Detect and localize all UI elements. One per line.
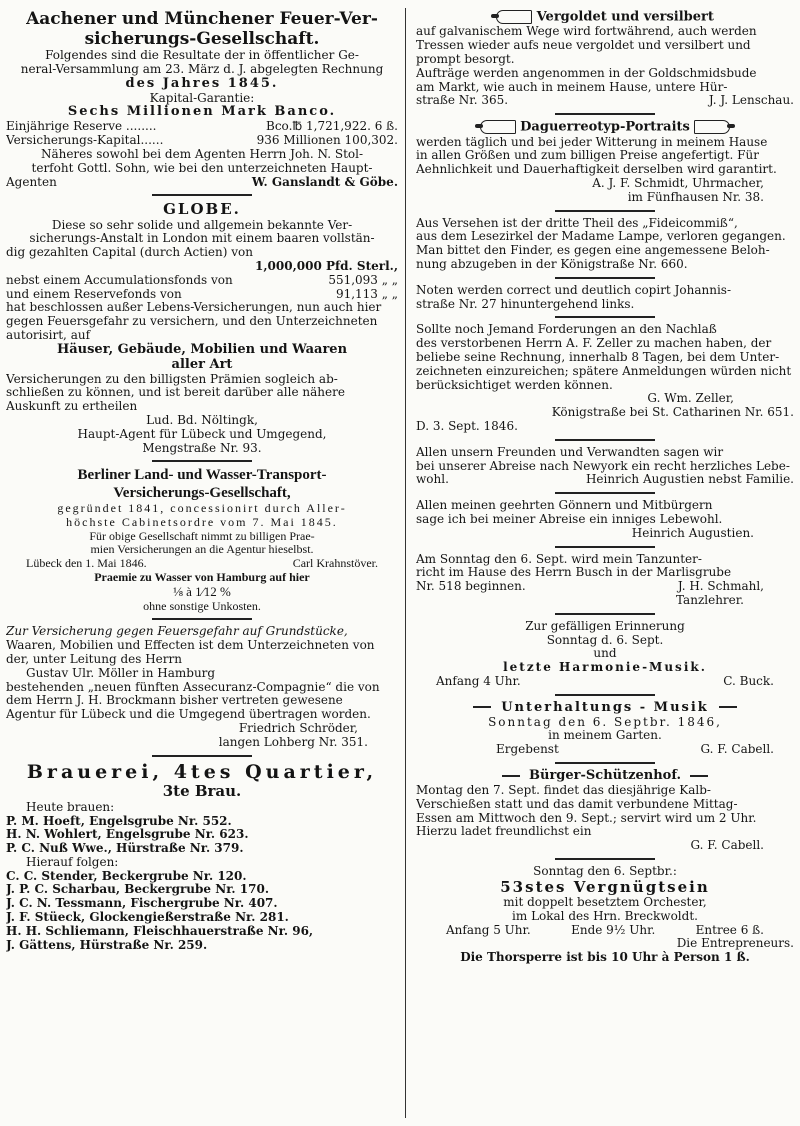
ad-daguerreotyp [416,120,794,204]
text-line: Zur gefälligen Erinnerung [525,618,685,633]
text-line: Allen unsern Freunden und Verwandten sagen wir [416,444,724,459]
signature: Lud. Bd. Nöltingk, [146,413,258,428]
signature: im Fünfhausen Nr. 38. [627,189,764,204]
dash-ornament [502,775,520,777]
value: 1,000,000 Pfd. Sterl., [255,258,398,273]
ad-title: Brauerei, 4tes Quartier, [26,760,378,783]
ad-title: 3te Brau. [162,782,242,801]
text-line: in meinem Garten. [548,728,662,743]
ad-aachener-muenchener [6,10,398,189]
text-line: zeichneten einzureichen; spätere Anmeldungen würden nicht [416,363,792,378]
highlight-line: Häuser, Gebäude, Mobilien und Waaren [56,341,348,357]
time: Anfang 4 Uhr. [436,673,521,688]
date-signature-row [6,557,398,571]
signature: J. H. Schmahl, [677,579,764,594]
text-line: gegen Feuersgefahr zu versichern, und den Unterzeichneten [6,314,378,329]
text-line: Nr. 518 beginnen. [416,579,526,594]
text-line: Sonntag den 6. Septbr.: [533,864,677,878]
list-item: H. N. Wohlert, Engelsgrube Nr. 623. [6,827,249,842]
separator-rule [152,460,252,462]
date: D. 3. Sept. 1846. [416,419,518,433]
ad-title-row [416,10,794,25]
signature-row [6,176,398,190]
text-line: terfoht Gottl. Sohn, wie bei den unterzeichneten Haupt- [31,160,373,175]
list-item: J. Gättens, Hürstraße Nr. 259. [6,937,208,952]
text-line: Noten werden correct und deutlich copirt Johannis- [416,282,731,297]
ad-feuerversicherung [6,625,398,749]
pointing-hand-icon [694,120,730,134]
value: Bco.℔ 1,721,922. 6 ß. [266,119,398,134]
pointing-hand-icon [480,120,516,134]
text-line: gegründet 1841, concessionirt durch Aller- [57,500,347,515]
dash-ornament [690,775,708,777]
separator-rule [555,694,655,696]
signature: C. Buck. [723,673,774,688]
text-line: wohl. [416,472,449,487]
ad-title: GLOBE. [163,200,241,219]
signature-row [416,743,794,757]
ad-title: Aachener und Münchener Feuer-Ver- [26,10,378,29]
ad-noten [416,284,794,312]
ad-title-row [416,120,794,135]
text-line: Hierauf folgen: [26,854,119,869]
signature-row [416,675,794,689]
separator-rule [555,613,655,615]
list-item: C. C. Stender, Beckergrube Nr. 120. [6,868,247,883]
signature: G. F. Cabell. [700,742,774,757]
value: 551,093 „ „ [328,272,398,287]
separator-rule [152,194,252,196]
text-line: der, unter Leitung des Herrn [6,652,182,667]
label: Versicherungs-Kapital...... [6,133,164,148]
signature: Tanzlehrer. [675,592,744,607]
ad-title: Vergoldet und versilbert [536,10,714,25]
label: nebst einem Accumulationsfonds von [6,272,233,287]
text-line: ohne sonstige Unkosten. [143,598,261,613]
text-line: Sonntag d. 6. Sept. [546,632,664,647]
value: 936 Millionen 100,302. [256,133,398,148]
text-line: Agentur für Lübeck und die Umgegend übertragen worden. [6,707,371,722]
text-line: Sechs Millionen Mark Banco. [67,104,337,120]
text-line: autorisirt, auf [6,327,91,342]
text-line: Man bittet den Finder, es gegen eine angemessene Beloh- [416,243,770,258]
value: 91,113 „ „ [335,286,398,301]
rate-value: ⅛ à 1⁄12 % [173,583,231,599]
text-line: aus dem Lesezirkel der Madame Lampe, verloren gegangen. [416,229,786,244]
ad-berliner-transport [6,467,398,613]
text-line: bestehenden „neuen fünften Assecuranz-Compagnie“ die von [6,679,380,694]
text-line: Zur Versicherung gegen Feuersgefahr auf Grundstücke, [6,624,348,639]
signature: J. J. Lenschau. [708,93,794,108]
text-line: Montag den 7. Sept. findet das diesjährige Kalb- [416,783,711,798]
ad-title-row [416,701,794,716]
dash-ornament [719,706,737,708]
ad-title: Bürger-Schützenhof. [529,768,681,784]
text-line: und [593,646,617,661]
text-line: Hierzu ladet freundlichst ein [416,824,592,839]
text-line: mien Versicherungen an die Agentur hieselbst. [90,542,314,557]
text-line: letzte Harmonie-Musik. [503,660,707,675]
ad-title: sicherungs-Gesellschaft. [84,28,320,49]
text-line: Heute brauen: [26,799,115,814]
text-line: Folgendes sind die Resultate der in öffentlicher Ge- [45,48,359,63]
text-line: Gustav Ulr. Möller in Hamburg [26,665,216,680]
time: Anfang 5 Uhr. [446,922,531,937]
signature: Königstraße bei St. Catharinen Nr. 651. [551,405,794,420]
text-line: straße Nr. 27 hinuntergehend links. [416,296,635,311]
separator-rule [555,858,655,860]
text-line: Aehnlichkeit und Dauerhaftigkeit derselben wird garantirt. [416,162,777,177]
fund-row [6,274,398,288]
separator-rule [555,546,655,548]
signature: W. Ganslandt & Göbe. [251,174,398,189]
ad-harmonie-musik [416,620,794,689]
ad-title: Berliner Land- und Wasser-Transport- [77,467,327,484]
text-line: Ergebenst [496,742,559,757]
separator-rule [555,113,655,115]
ad-vergnuegtsein [416,865,794,965]
text-line: dig gezahlten Capital (durch Actien) von [6,245,253,260]
signature-row [416,94,794,108]
label: Agenten [6,174,57,189]
ad-globe [6,201,398,455]
text-line: Diese so sehr solide und allgemein bekannte Ver- [51,217,353,232]
text-line: berücksichtiget werden können. [416,377,613,392]
text-line: Verschießen statt und das damit verbundene Mittag- [416,796,738,811]
list-item: J. C. N. Tessmann, Fischergrube Nr. 407. [6,896,278,911]
signature: A. J. F. Schmidt, Uhrmacher, [592,176,764,191]
text-line: hat beschlossen außer Lebens-Versicherungen, nun auch hier [6,300,382,315]
separator-rule [152,755,252,757]
text-line: nung abzugeben in der Königstraße Nr. 660. [416,257,688,272]
text-line: in allen Größen und zum billigen Preise angefertigt. Für [416,148,759,163]
text-line: Aufträge werden angenommen in der Goldschmidsbude [416,65,757,80]
signature: Carl Krahnstöver. [292,556,378,571]
ad-vergoldet [416,10,794,108]
signature: Die Entrepreneurs. [676,936,794,951]
text-line: mit doppelt besetztem Orchester, [503,895,707,910]
ad-title-row [416,769,794,784]
date: Lübeck den 1. Mai 1846. [26,556,147,571]
list-item: P. M. Hoeft, Engelsgrube Nr. 552. [6,813,232,828]
price: Entree 6 ß. [695,922,764,937]
ad-brauerei [6,762,398,953]
separator-rule [555,277,655,279]
separator-rule [555,439,655,441]
text-line: auf galvanischem Wege wird fortwährend, auch werden [416,24,757,39]
text-line: des Jahres 1845. [125,75,279,91]
text-line: werden täglich und bei jeder Witterung in meinem Hause [416,134,768,149]
signature: G. F. Cabell. [690,838,764,853]
text-line: sicherungs-Anstalt in London mit einem baaren vollstän- [29,231,375,246]
list-item: J. F. Stüeck, Glockengießerstraße Nr. 281. [6,910,289,925]
text-line: Sonntag den 6. Septbr. 1846, [488,714,722,729]
text-line: Allen meinen geehrten Gönnern und Mitbürgern [416,498,713,513]
label: und einem Reservefonds von [6,286,182,301]
ad-buerger-schuetzenhof [416,769,794,853]
column-divider [405,8,406,1118]
text-line: bei unserer Abreise nach Newyork ein recht herzliches Lebe- [416,458,790,473]
text-line: sage ich bei meiner Abreise ein inniges Lebewohl. [416,511,723,526]
text-line: neral-Versammlung am 23. März d. J. abgelegten Rechnung [20,61,384,76]
text-line: beliebe seine Rechnung, innerhalb 8 Tagen, bei dem Unter- [416,350,780,365]
pointing-hand-icon [496,10,532,24]
text-line: Die Thorsperre ist bis 10 Uhr à Person 1 ß. [460,950,750,965]
left-column [6,10,398,1118]
text-line: Tressen wieder aufs neue vergoldet und versilbert und [416,38,751,53]
text-line: dem Herrn J. H. Brockmann bisher vertreten gewesene [6,693,343,708]
list-item: J. P. C. Scharbau, Beckergrube Nr. 170. [6,882,269,897]
signature-row [416,580,794,594]
times-row [416,924,794,938]
ad-title: Daguerreotyp-Portraits [520,119,690,135]
separator-rule [555,492,655,494]
reserve-row [6,120,398,134]
text-line: Auskunft zu ertheilen [6,399,138,414]
ad-title: Versicherungs-Gesellschaft, [113,484,291,501]
highlight-line: aller Art [171,356,233,372]
text-line: Kapital-Garantie: [149,90,255,105]
signature-row [416,473,794,487]
ad-zeller-nachlass [416,323,794,433]
signature: Heinrich Augustien. [631,525,754,540]
text-line: prompt besorgt. [416,52,515,67]
text-line: Aus Versehen ist der dritte Theil des „Fideicommiß“, [416,215,738,230]
separator-rule [555,316,655,318]
text-line: Für obige Gesellschaft nimmt zu billigen Prae- [89,528,315,543]
signature: Mengstraße Nr. 93. [142,440,262,455]
ad-tanzunterricht [416,553,794,608]
text-line: des verstorbenen Herrn A. F. Zeller zu machen haben, der [416,336,772,351]
separator-rule [555,762,655,764]
signature: G. Wm. Zeller, [647,391,734,406]
signature: Haupt-Agent für Lübeck und Umgegend, [77,426,327,441]
text-line: Praemie zu Wasser von Hamburg auf hier [94,569,310,584]
text-line: Waaren, Mobilien und Effecten ist dem Unterzeichneten von [6,638,375,653]
signature: Friedrich Schröder, [238,721,358,736]
time: Ende 9½ Uhr. [571,922,656,937]
text-line: im Lokal des Hrn. Breckwoldt. [512,908,698,923]
text-line: Essen am Mittwoch den 9. Sept.; servirt wird um 2 Uhr. [416,810,757,825]
ad-title: Unterhaltungs - Musik [501,699,709,715]
text-line: schließen zu können, und ist bereit darüber alle nähere [6,385,345,400]
right-column [416,10,794,1118]
capital-row [6,134,398,148]
text-line: Am Sonntag den 6. Sept. wird mein Tanzunter- [416,551,702,566]
text-line: Sollte noch Jemand Forderungen an den Nachlaß [416,322,717,337]
separator-rule [152,618,252,620]
fund-row [6,288,398,302]
list-item: P. C. Nuß Wwe., Hürstraße Nr. 379. [6,841,244,856]
ad-augustien-familie [416,446,794,487]
signature: Heinrich Augustien nebst Familie. [585,472,794,487]
address: straße Nr. 365. [416,93,509,108]
ad-title: 53stes Vergnügtsein [500,877,710,896]
ad-fideicommiss [416,217,794,272]
text-line: richt im Hause des Herrn Busch in der Marlisgrube [416,565,732,580]
ad-augustien [416,499,794,540]
signature: langen Lohberg Nr. 351. [218,734,368,749]
separator-rule [555,210,655,212]
list-item: H. H. Schliemann, Fleischhauerstraße Nr. 96, [6,923,314,938]
text-line: höchste Cabinetsordre vom 7. Mai 1845. [66,514,338,529]
text-line: am Markt, wie auch in meinem Hause, untere Hür- [416,79,728,94]
label: Einjährige Reserve ........ [6,119,157,134]
dash-ornament [473,706,491,708]
text-line: Versicherungen zu den billigsten Prämien sogleich ab- [6,371,338,386]
text-line: Näheres sowohl bei dem Agenten Herrn Joh. N. Stol- [40,146,364,161]
ad-unterhaltungs-musik [416,701,794,757]
